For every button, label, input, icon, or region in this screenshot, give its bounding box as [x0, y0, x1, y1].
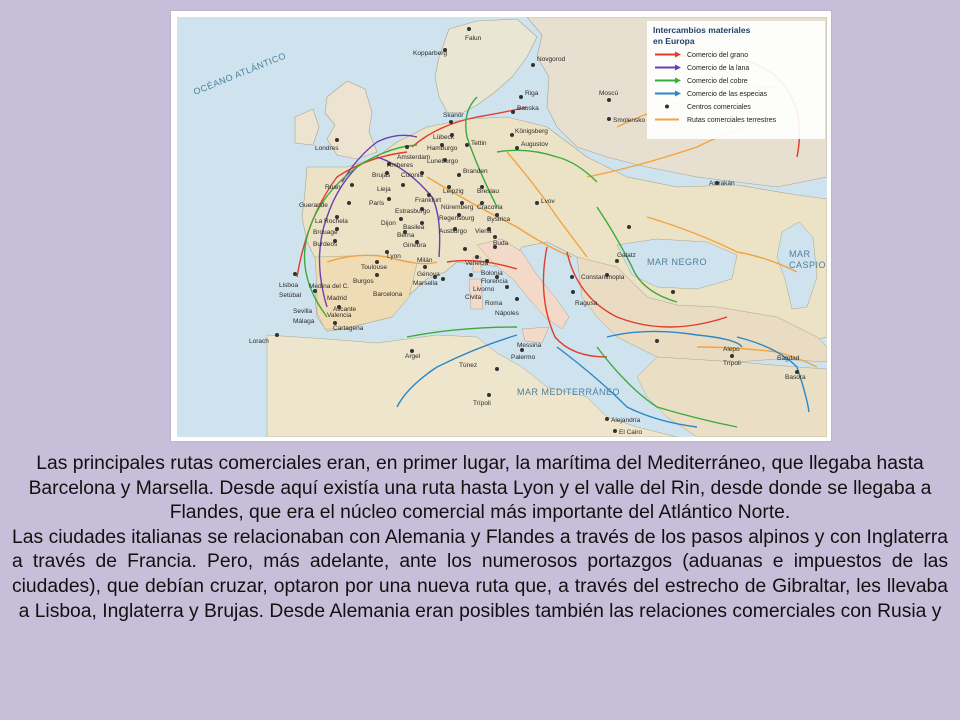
legend-label: Comercio de la lana: [687, 65, 750, 72]
city-lyon: Lyon: [387, 253, 401, 260]
city-smolensko: Smolensko: [613, 117, 646, 124]
city-berna: Berna: [397, 232, 415, 239]
city-viena: Viena: [475, 228, 492, 235]
city-burdeos: Burdeos: [313, 241, 338, 248]
legend-label: Centros comerciales: [687, 104, 751, 111]
trade-map: [170, 10, 832, 442]
atlantic-ocean-label: OCÉANO ATLÁNTICO: [192, 50, 288, 97]
city-skanor: Skanör: [443, 112, 464, 119]
city-kopparberg: Kopparberg: [413, 50, 447, 57]
city-estrasburgo: Estrasburgo: [395, 208, 431, 215]
city-amberes: Amberes: [387, 162, 414, 169]
city-livorno: Livorno: [473, 286, 495, 293]
mediterranean-sea-label: MAR MEDITERRÁNEO: [517, 387, 621, 397]
city-astrakan: Astrakán: [709, 180, 735, 187]
city-galatz: Galatz: [617, 252, 636, 259]
city-basilea: Basilea: [403, 224, 425, 231]
city-lieja: Lieja: [377, 186, 391, 193]
city-milan: Milán: [417, 257, 433, 264]
legend-label: Comercio del cobre: [687, 78, 748, 85]
city-cartagena: Cartagena: [333, 325, 364, 332]
city-frankfurt: Frankfurt: [415, 197, 442, 204]
city-riga: Riga: [525, 90, 539, 97]
city-valencia: Valencia: [327, 312, 352, 319]
city-toulouse: Toulouse: [361, 264, 388, 271]
city-ausburgo: Ausburgo: [439, 228, 467, 235]
paragraph-1: Las principales rutas comerciales eran, en primer lugar, la marítima del Mediterráneo, que llegaba hasta Barcelona y Marsella. Desde aquí existía una ruta hasta Lyon y el valle del Rin, desde donde se llegaba a Flandes, que era el núcleo comercial más importante del Atlántico Norte.: [28, 453, 932, 524]
city-la-rochela: La Rochela: [315, 218, 348, 225]
city-ginebra: Ginebra: [403, 242, 427, 249]
city-marsella: Marsella: [413, 280, 438, 287]
city-tripoli-west: Trípoli: [473, 400, 491, 407]
city-roma: Roma: [485, 300, 503, 307]
city-florencia: Florencia: [481, 278, 508, 285]
city-lubeck: Lübeck: [433, 134, 454, 141]
map-legend: [647, 21, 825, 139]
city-konigsberg: Königsberg: [515, 128, 548, 135]
city-aleppo: Alepo: [723, 346, 740, 353]
city-brujas: Brujas: [372, 172, 391, 179]
city-moscu: Moscú: [599, 90, 619, 97]
legend-label: Rutas comerciales terrestres: [687, 117, 777, 124]
city-bystrica: Bystrica: [487, 216, 511, 223]
city-venecia: Venecia: [465, 260, 489, 267]
city-buda: Buda: [493, 240, 509, 247]
city-hamburgo: Hamburgo: [427, 145, 458, 152]
legend-title-2: en Europa: [653, 36, 695, 46]
city-burgos: Burgos: [353, 278, 374, 285]
city-medina: Medina del C.: [309, 283, 350, 290]
city-augustov: Augustov: [521, 141, 549, 148]
city-ragusa: Ragusa: [575, 300, 598, 307]
city-alejandria: Alejandría: [611, 417, 641, 424]
city-breslau: Breslau: [477, 188, 500, 195]
legend-symbol-dot: [665, 104, 670, 109]
city-brouage: Brouage: [313, 229, 338, 236]
city-constantinopla: Constantinopla: [581, 274, 625, 281]
city-el-cairo: El Cairo: [619, 429, 643, 436]
city-bolonia: Bolonia: [481, 270, 503, 277]
legend-title-1: Intercambios materiales: [653, 25, 751, 35]
caspian-sea-label-2: CASPIO: [789, 260, 827, 270]
city-tunez: Túnez: [459, 362, 478, 369]
city-paris: París: [369, 200, 385, 207]
caspian-sea-label-1: MAR: [789, 249, 811, 259]
legend-label: Comercio de las especias: [687, 91, 768, 98]
city-argel: Argel: [405, 353, 421, 360]
body-text: [12, 452, 948, 624]
city-alicante: Alicante: [333, 306, 357, 313]
city-sevilla: Sevilla: [293, 308, 313, 315]
city-nuremberg: Nüremberg: [441, 204, 474, 211]
city-lvov: Lvov: [541, 198, 555, 205]
paragraph-2: Las ciudades italianas se relacionaban con Alemania y Flandes a través de los pasos alpinos y con Inglaterra a través de Francia. Pero, más adelante, ante los numerosos portazgos (aduanas e impuestos de las ciudades), que debían cruzar, optaron por una nueva ruta que, a través del estrecho de Gibraltar, les llevaba a Lisboa, Inglaterra y Brujas. Desde Alemania eran posibles también las relaciones comerciales con Rusia y: [12, 526, 948, 622]
city-messina: Messina: [517, 342, 542, 349]
city-barcelona: Barcelona: [373, 291, 403, 298]
city-amsterdam: Amsterdam: [397, 154, 431, 161]
city-regensburg: Regensburg: [439, 215, 475, 222]
city-novgorod: Novgorod: [537, 56, 566, 63]
city-guerande: Guerande: [299, 202, 328, 209]
map-illustration: [177, 17, 827, 437]
city-napoles: Nápoles: [495, 310, 519, 317]
city-lorach: Lorach: [249, 338, 269, 345]
city-malaga: Málaga: [293, 318, 315, 325]
city-palermo: Palermo: [511, 354, 536, 361]
city-colonia: Colonia: [401, 172, 424, 179]
city-leipzig: Leipzig: [443, 188, 464, 195]
city-genova: Génova: [417, 271, 440, 278]
city-cracovia: Cracovia: [477, 204, 503, 211]
city-brandem: Branden: [463, 168, 488, 175]
city-londres: Londres: [315, 145, 339, 152]
city-dijon: Dijon: [381, 220, 396, 227]
city-tripoli-east: Trípoli: [723, 360, 741, 367]
city-luneburgo: Luneburgo: [427, 158, 459, 165]
legend-label: Comercio del grano: [687, 52, 749, 59]
city-bauska: Bauska: [517, 105, 539, 112]
city-basora: Basora: [785, 374, 806, 381]
city-setubal: Setúbal: [279, 292, 302, 299]
city-ruan: Ruan: [325, 184, 341, 191]
city-tettin: Tettin: [471, 140, 487, 147]
city-bagdad: Bagdad: [777, 355, 800, 362]
city-civita: Civita: [465, 294, 482, 301]
black-sea-label: MAR NEGRO: [647, 257, 708, 267]
city-lisboa: Lisboa: [279, 282, 299, 289]
city-madrid: Madrid: [327, 295, 347, 302]
city-falun: Falun: [465, 35, 482, 42]
